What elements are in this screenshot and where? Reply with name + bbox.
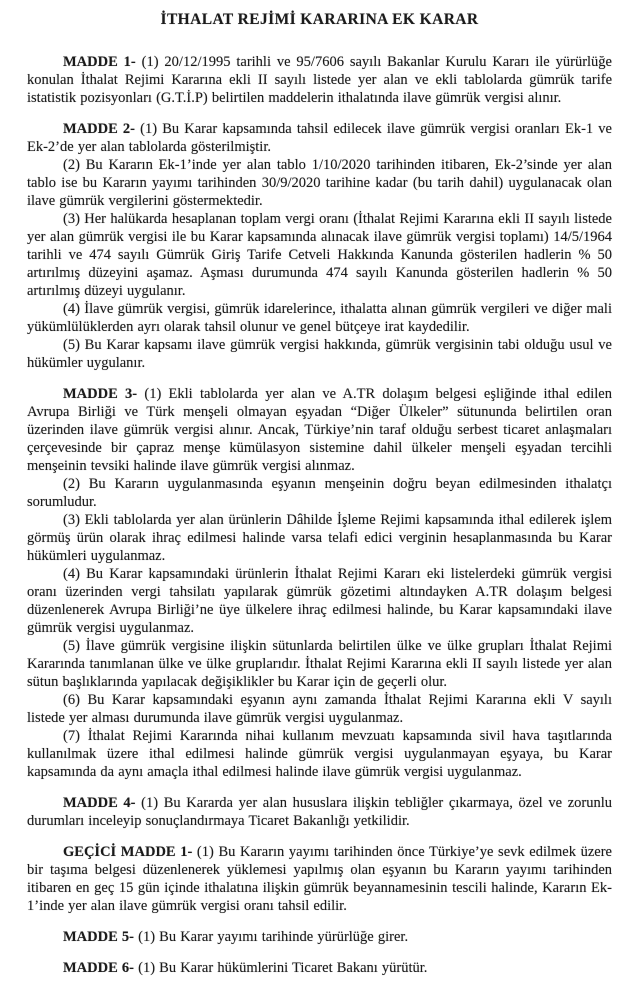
article-paragraph [27,511,612,565]
paragraph-text: (1) Bu Kararda yer alan hususlara ilişkin tebliğler çıkarmaya, özel ve zorunlu durumları inceleyip sonuçlandırmaya Ticaret Bakanlığı yetkilidir. [27,795,612,829]
paragraph-text: (1) Bu Karar kapsamında tahsil edilecek ilave gümrük vergisi oranları Ek-1 ve Ek-2’de yer alan tablolarda gösterilmiştir. [27,121,612,155]
paragraph-text: (1) Bu Kararın yayımı tarihinden önce Türkiye’ye sevk edilmek üzere bir taşıma belgesi düzenlenerek yüklemesi yapılmış olan eşyanın bu Kararın yayımı tarihinden itibaren en geç 15 gün içinde ithalatına ilişkin gümrük beyannamesinin tescili halinde, Kararın Ek-1’inde yer alan ilave gümrük vergisi oranı tahsil edilir. [27,844,612,914]
article-number-label: MADDE 1- [63,54,136,70]
article-number-label: MADDE 3- [63,386,138,402]
paragraph-text: (2) Bu Kararın uygulanmasında eşyanın menşeinin doğru beyan edilmesinden ithalatçı sorumludur. [27,476,612,510]
article-paragraph [27,156,612,210]
article-gecici-madde-1 [27,843,612,915]
article-paragraph [27,475,612,511]
article-paragraph [27,637,612,691]
article-number-label: MADDE 5- [63,929,134,945]
paragraph-text: (3) Her halükarda hesaplanan toplam vergi oranı (İthalat Rejimi Kararına ekli II sayılı listede yer alan gümrük vergisi ile bu Karar kapsamında alınacak ilave gümrük vergisi toplamı) 14/5/1964 tarihli ve 474 sayılı Gümrük Giriş Tarife Cetveli Hakkında Kanunda gösterilen hadlerin % 50 artırılmış düzeyini aşamaz. Aşması durumunda 474 sayılı Kanunda gösterilen hadlerin % 50 artırılmış düzeyi uygulanır. [27,211,612,299]
article-madde-5 [27,928,612,946]
article-paragraph [27,928,612,946]
paragraph-text: (5) Bu Karar kapsamı ilave gümrük vergisi hakkında, gümrük vergisinin tabi olduğu usul ve hükümler uygulanır. [27,337,612,371]
paragraph-text: (1) Bu Karar hükümlerini Ticaret Bakanı yürütür. [133,960,428,976]
article-madde-1 [27,53,612,107]
article-paragraph [27,300,612,336]
article-madde-2 [27,120,612,372]
document-title: İTHALAT REJİMİ KARARINA EK KARAR [160,11,479,28]
article-paragraph [27,565,612,637]
paragraph-text: (6) Bu Karar kapsamındaki eşyanın aynı zamanda İthalat Rejimi Kararına ekli V sayılı listede yer alması durumunda ilave gümrük vergisi uygulanmaz. [27,692,612,726]
paragraph-text: (4) İlave gümrük vergisi, gümrük idarelerince, ithalatta alınan gümrük vergileri ve diğer mali yükümlülüklerden ayrı olarak tahsil olunur ve genel bütçeye irat kaydedilir. [27,301,612,335]
article-paragraph [27,794,612,830]
article-paragraph [27,727,612,781]
article-paragraph [27,691,612,727]
article-paragraph [27,843,612,915]
paragraph-text: (7) İthalat Rejimi Kararında nihai kullanım mevzuatı kapsamında sivil hava taşıtlarında kullanılmak üzere ithal edilmesi halinde gümrük vergisi uygulanmayan eşyaya, bu Karar kapsamında da aynı amaçla ithal edilmesi halinde ilave gümrük vergisi uygulanmaz. [27,728,612,780]
article-number-label: MADDE 4- [63,795,136,811]
article-madde-3 [27,385,612,781]
paragraph-text: (1) Bu Karar yayımı tarihinde yürürlüğe girer. [133,929,409,945]
article-madde-4 [27,794,612,830]
article-paragraph [27,959,612,977]
article-paragraph [27,336,612,372]
article-number-label: GEÇİCİ MADDE 1- [63,844,193,860]
paragraph-text: (1) 20/12/1995 tarihli ve 95/7606 sayılı Bakanlar Kurulu Kararı ile yürürlüğe konulan İthalat Rejimi Kararına ekli II sayılı listede yer alan ve ekli tablolarda gümrük tarife istatistik pozisyonları (G.T.İ.P) belirtilen maddelerin ithalatında ilave gümrük vergisi alınır. [27,54,612,106]
article-number-label: MADDE 6- [63,960,134,976]
article-paragraph [27,53,612,107]
paragraph-text: (2) Bu Kararın Ek-1’inde yer alan tablo 1/10/2020 tarihinden itibaren, Ek-2’sinde yer alan tablo ise bu Kararın yayımı tarihinden 30/9/2020 tarihine kadar (bu tarih dahil) uygulanacak olan ilave gümrük vergilerini göstermektedir. [27,157,612,209]
paragraph-text: (4) Bu Karar kapsamındaki ürünlerin İthalat Rejimi Kararı eki listelerdeki gümrük vergisi oranı üzerinden vergi tahsilatı yapılarak gümrük gözetimi altındayken A.TR dolaşım belgesi düzenlenerek Avrupa Birliği’ne üye ülkelere ihraç edilmesi halinde, bu Karar kapsamındaki ilave gümrük vergisi uygulanmaz. [27,566,612,636]
article-number-label: MADDE 2- [63,121,135,137]
paragraph-text: (3) Ekli tablolarda yer alan ürünlerin Dâhilde İşleme Rejimi kapsamında ithal edilerek işlem görmüş ürün olarak ihraç edilmesi halinde varsa telafi edici verginin hesaplanmasında bu Karar hükümleri uygulanmaz. [27,512,612,564]
article-madde-6 [27,959,612,977]
paragraph-text: (1) Ekli tablolarda yer alan ve A.TR dolaşım belgesi eşliğinde ithal edilen Avrupa Birliği ve Türk menşeli olmayan eşyadan “Diğer Ülkeler” sütununda belirtilen oran üzerinden ilave gümrük vergisi alınır. Ancak, Türkiye’nin taraf olduğu serbest ticaret anlaşmaları çerçevesinde bir çapraz menşe kümülasyon sistemine dahil ülkeler menşeli eşyadan tercihli menşeinin tevsiki halinde ilave gümrük vergisi alınmaz. [27,386,612,474]
article-paragraph [27,385,612,475]
article-paragraph [27,210,612,300]
paragraph-text: (5) İlave gümrük vergisine ilişkin sütunlarda belirtilen ülke ve ülke grupları İthalat Rejimi Kararında tanımlanan ülke ve ülke gruplarıdır. İthalat Rejimi Kararına ekli II sayılı listede yer alan sütun başlıklarında yapılacak değişiklikler bu Karar için de geçerli olur. [27,638,612,690]
article-paragraph [27,120,612,156]
